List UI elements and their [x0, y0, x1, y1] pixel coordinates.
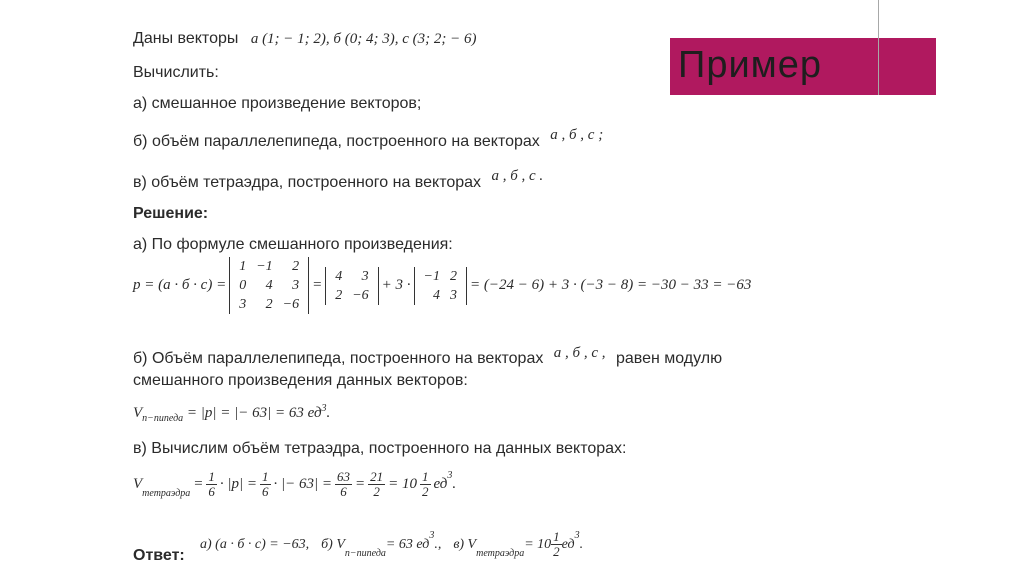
matrix-cell: 4 [265, 278, 273, 293]
equals-sign: = [193, 476, 204, 492]
task-v-line [133, 168, 544, 192]
fraction [368, 470, 385, 499]
minor-1 [325, 267, 378, 305]
answer-b: б) V [321, 536, 345, 552]
answer-line [200, 530, 583, 559]
task-v: в) объём тетраэдра, построенного на векторах [133, 174, 482, 191]
plus-three: + 3 · [381, 277, 411, 293]
task-b: б) объём параллелепипеда, построенного на векторах [133, 133, 540, 150]
slide-title: Пример [678, 44, 823, 86]
fraction-numerator: 1 [553, 529, 560, 544]
matrix-cell: −1 [256, 259, 273, 274]
matrix-cell: −6 [282, 297, 300, 312]
volume-subscript: тетраэдра [476, 548, 525, 559]
formula-a-lhs: p = (a · б · c) = [133, 277, 227, 293]
period: . [579, 536, 584, 552]
matrix-cell: 4 [335, 268, 343, 284]
fraction-denominator: 2 [422, 484, 429, 499]
fraction [260, 470, 271, 499]
volume-subscript: п−пипеда [344, 548, 386, 559]
unit-exponent: 3 [321, 403, 327, 414]
formula-v [133, 470, 456, 499]
answer-v: в) V [453, 536, 477, 552]
fraction-denominator: 2 [553, 544, 560, 559]
answer-b-value: = 63 ед [385, 536, 430, 552]
fraction [335, 470, 352, 499]
formula-a [133, 257, 751, 314]
fraction-denominator: 6 [340, 484, 347, 499]
matrix-cell: −1 [423, 268, 440, 284]
unit-exponent: 3 [429, 530, 435, 541]
solution-v-text: в) Вычислим объём тетраэдра, построенного на данных векторах: [133, 440, 627, 457]
formula-b: $V_{п-пипеда} = |p|$ = |− 63| = 63 $ед^3$. [133, 403, 331, 424]
formula-text: · |− 63| = [273, 476, 333, 492]
matrix-cell: 3 [239, 297, 247, 312]
matrix-cell: 3 [361, 268, 369, 284]
matrix-cell: 2 [265, 297, 273, 312]
compute-label: Вычислить: [133, 64, 219, 81]
answer-a: а) (a · б · c) = −63, [200, 536, 310, 552]
matrix-cell: 2 [450, 268, 457, 284]
solution-b-vectors: a , б , c , [553, 345, 606, 361]
fraction-denominator: 2 [373, 484, 380, 499]
solution-label: Решение: [133, 205, 209, 222]
fraction-denominator: 6 [208, 484, 215, 499]
matrix-cell: 4 [433, 287, 440, 303]
solution-b-text: б) Объём параллелепипеда, построенного на векторах [133, 350, 544, 367]
volume-symbol: V [133, 476, 143, 492]
formula-text: · |p| = [219, 476, 258, 492]
solution-b-line1 [133, 345, 723, 368]
formula-text: = 10 [388, 476, 418, 492]
unit-exponent: 3 [574, 530, 580, 541]
fraction [420, 470, 431, 499]
solution-b-text2: равен модулю [615, 350, 723, 367]
period: . [452, 476, 457, 492]
matrix-cell: 3 [450, 287, 457, 303]
volume-subscript: п−пипеда [142, 413, 184, 424]
task-b-line [133, 127, 604, 151]
given-vectors: a (1; − 1; 2), б (0; 4; 3), c (3; 2; − 6) [250, 31, 477, 47]
fraction-numerator: 1 [262, 469, 269, 484]
fraction-numerator: 63 [337, 469, 351, 484]
matrix-cell: 1 [239, 259, 247, 274]
unit-exponent: 3 [447, 470, 453, 481]
matrix-cell: −6 [352, 287, 369, 303]
volume-subscript: тетраэдра [142, 488, 191, 499]
fraction [551, 530, 562, 559]
unit: ед [433, 476, 448, 492]
equals-sign: = [312, 277, 323, 293]
answer-label: Ответ: [133, 547, 185, 564]
minor-2 [414, 267, 467, 305]
matrix-cell: 0 [239, 278, 247, 293]
answer-v-value: = 10 [524, 536, 552, 552]
task-a: а) смешанное произведение векторов; [133, 95, 422, 112]
solution-a-text: а) По формуле смешанного произведения: [133, 236, 453, 253]
fraction-numerator: 1 [208, 469, 215, 484]
task-v-vectors: a , б , c . [491, 168, 544, 184]
formula-a-result: = (−24 − 6) + 3 · (−3 − 8) = −30 − 33 = −63 [470, 277, 752, 293]
given-line [133, 30, 476, 48]
fraction-denominator: 6 [262, 484, 269, 499]
equals-sign: = [355, 476, 366, 492]
given-label: Даны векторы [133, 30, 239, 47]
fraction-numerator: 1 [422, 469, 429, 484]
determinant-3x3 [229, 257, 309, 314]
solution-b-line2: смешанного произведения данных векторов: [133, 372, 468, 389]
punctuation: ., [434, 536, 442, 552]
fraction-numerator: 21 [370, 469, 384, 484]
volume-symbol: V [133, 405, 143, 421]
matrix-cell: 3 [292, 278, 300, 293]
task-b-vectors: a , б , c ; [550, 127, 604, 143]
unit: ед [561, 536, 575, 552]
matrix-cell: 2 [292, 259, 300, 274]
formula-b-rest: = |p| = |− 63| = 63 ед [183, 405, 322, 421]
fraction [206, 470, 217, 499]
matrix-cell: 2 [335, 287, 343, 303]
decorative-frame [878, 0, 937, 95]
